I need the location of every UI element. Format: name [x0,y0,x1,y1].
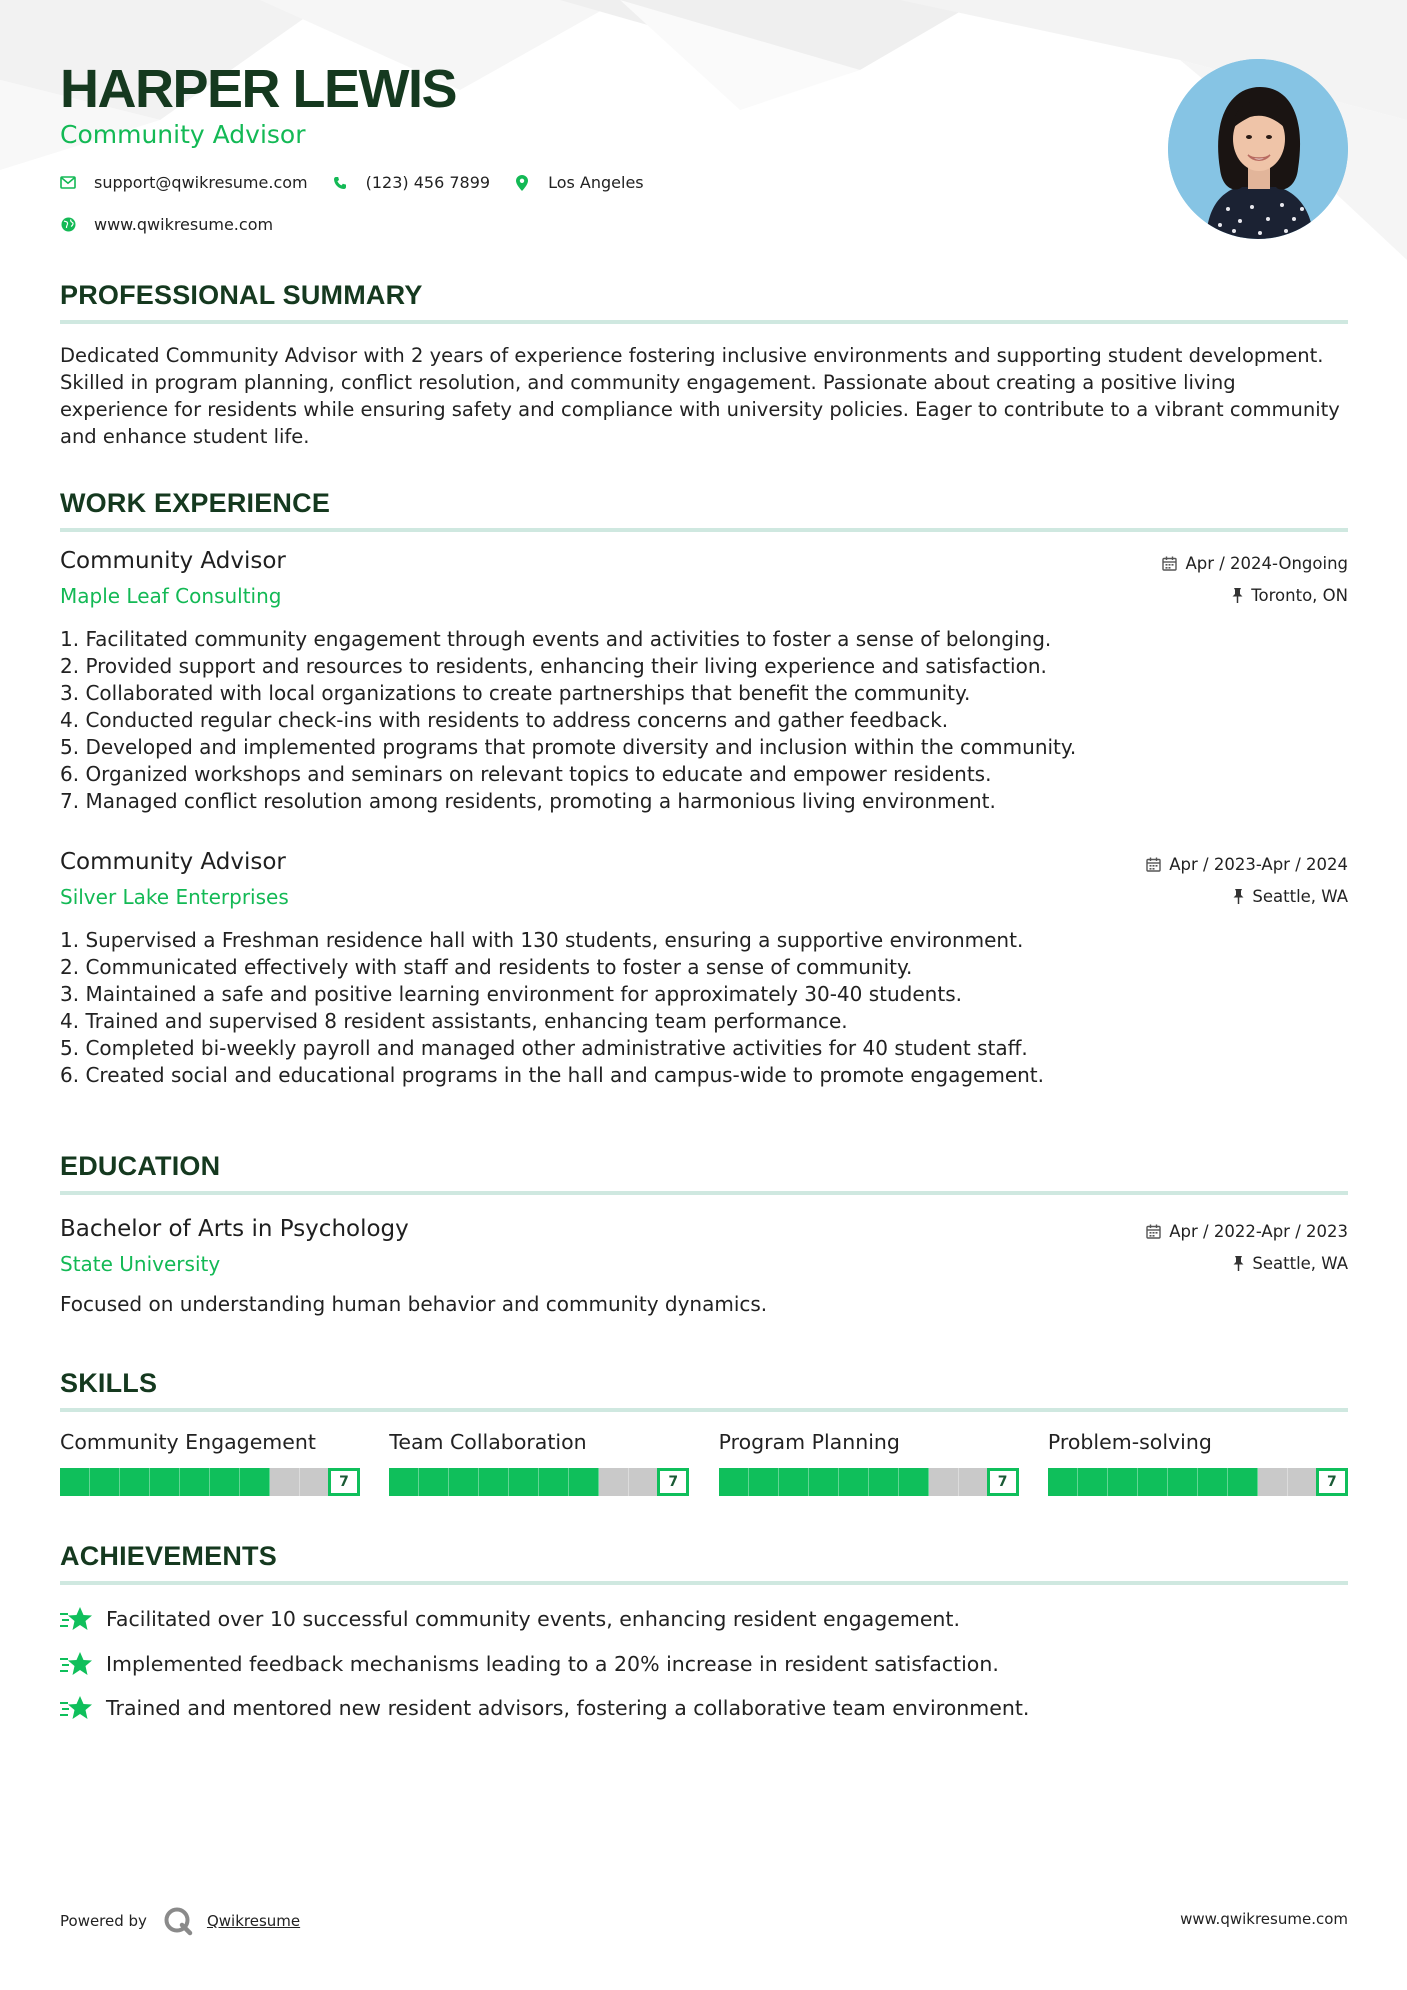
job-role: Community Advisor [60,548,286,574]
calendar-icon [1146,1224,1161,1239]
skill-level-bar [389,1468,689,1496]
star-icon [60,1650,94,1678]
skill-segment-filled [419,1468,449,1496]
skill-segment-filled [869,1468,899,1496]
skill-segment-filled [180,1468,210,1496]
job-location-text: Seattle, WA [1252,887,1348,906]
job-date-text: Apr / 2023-Apr / 2024 [1169,855,1348,874]
degree-name: Bachelor of Arts in Psychology [60,1216,409,1242]
job-entry [60,548,1348,828]
skill-level-value: 7 [657,1468,689,1496]
job-bullet: 4. Trained and supervised 8 resident assistants, enhancing team performance. [60,1009,848,1033]
skill-segment-empty [929,1468,959,1496]
skill-name: Team Collaboration [389,1430,587,1454]
skill-segment-filled [1198,1468,1228,1496]
skill-segment-filled [120,1468,150,1496]
skill-segment-filled [240,1468,270,1496]
summary-text: Dedicated Community Advisor with 2 years of experience fostering inclusive environments and supporting student development. Skilled in program planning, conflict resolution, and community engagement. Passionate about creating a positive living experience for residents while ensuring safety and compliance with university policies. Eager to contribute to a vibrant community and enhance student life. [60,344,1340,448]
skill-segment-filled [1048,1468,1078,1496]
phone-text[interactable]: (123) 456 7899 [365,173,491,192]
job-bullet: 1. Facilitated community engagement through events and activities to foster a sense of belonging. [60,627,1052,651]
job-company: Silver Lake Enterprises [60,885,289,909]
education-heading: EDUCATION [60,1151,221,1181]
education-location-text: Seattle, WA [1252,1254,1348,1273]
job-company: Maple Leaf Consulting [60,584,282,608]
phone-icon [332,175,348,191]
experience-heading: WORK EXPERIENCE [60,488,331,518]
skill-segment-empty [959,1468,989,1496]
job-bullets [60,927,1044,1089]
skill-segment-filled [150,1468,180,1496]
education-entry [60,1216,1348,1326]
skill-segment-filled [899,1468,929,1496]
education-date-text: Apr / 2022-Apr / 2023 [1169,1222,1348,1241]
job-bullet: 5. Completed bi-weekly payroll and managed other administrative activities for 40 student staff. [60,1036,1028,1060]
skill-level-value: 7 [1316,1468,1348,1496]
candidate-name: HARPER LEWIS [60,59,457,119]
skill-segment-filled [809,1468,839,1496]
job-bullet: 6. Organized workshops and seminars on relevant topics to educate and empower residents. [60,762,992,786]
skill-segment-filled [569,1468,599,1496]
job-bullet: 7. Managed conflict resolution among residents, promoting a harmonious living environment. [60,789,996,813]
qwikresume-logo-icon [163,1906,193,1936]
skill-name: Problem-solving [1047,1430,1212,1454]
profile-photo [1168,59,1348,239]
achievements-heading: ACHIEVEMENTS [60,1541,277,1571]
skill-name: Program Planning [718,1430,900,1454]
job-bullet: 4. Conducted regular check-ins with residents to address concerns and gather feedback. [60,708,949,732]
envelope-icon [60,175,76,191]
star-icon [60,1605,94,1633]
skill-name: Community Engagement [60,1430,316,1454]
skill-segment-filled [389,1468,419,1496]
website-link[interactable]: www.qwikresume.com [94,215,274,234]
education-description: Focused on understanding human behavior and community dynamics. [60,1292,768,1316]
location-text: Los Angeles [548,173,644,192]
skill-segment-filled [509,1468,539,1496]
powered-by-label: Powered by [60,1912,147,1930]
resume-page [60,0,1348,1990]
skill-segment-empty [599,1468,629,1496]
achievements-section [60,1541,1348,1585]
skill-segment-filled [1108,1468,1138,1496]
job-date [1162,554,1348,573]
job-date [1146,855,1348,874]
section-divider [60,1408,1348,1412]
map-pin-icon [514,175,530,191]
skill-segment-filled [1078,1468,1108,1496]
skill-segment-filled [60,1468,90,1496]
email-item[interactable] [60,173,308,192]
skill-item [60,1430,360,1496]
education-section [60,1151,1348,1195]
job-location [1232,586,1348,605]
skill-segment-empty [1288,1468,1318,1496]
pushpin-icon [1233,1256,1244,1271]
section-divider [60,1581,1348,1585]
section-divider [60,320,1348,324]
summary-section [60,280,1348,450]
skills-heading: SKILLS [60,1368,158,1398]
pushpin-icon [1233,889,1244,904]
job-bullet: 5. Developed and implemented programs that promote diversity and inclusion within the community. [60,735,1077,759]
phone-item[interactable] [332,173,490,192]
skill-item [719,1430,1019,1496]
skill-segment-filled [479,1468,509,1496]
job-location-text: Toronto, ON [1251,586,1348,605]
section-divider [60,1191,1348,1195]
skill-segment-filled [779,1468,809,1496]
website-item[interactable] [60,215,273,234]
job-entry [60,849,1348,1099]
skill-segment-filled [1168,1468,1198,1496]
job-date-text: Apr / 2024-Ongoing [1185,554,1348,573]
skill-segment-filled [539,1468,569,1496]
pushpin-icon [1232,588,1243,603]
skill-segment-filled [90,1468,120,1496]
candidate-title: Community Advisor [60,120,306,149]
skill-level-value: 7 [987,1468,1019,1496]
skill-level-bar [719,1468,1019,1496]
qwikresume-link[interactable]: Qwikresume [206,1912,301,1930]
achievement-text: Trained and mentored new resident advisors, fostering a collaborative team environment. [106,1696,1030,1721]
skill-segment-filled [749,1468,779,1496]
job-bullet: 1. Supervised a Freshman residence hall with 130 students, ensuring a supportive environment. [60,928,1024,952]
location-item [514,173,644,192]
contact-row [60,173,668,192]
job-bullet: 2. Provided support and resources to residents, enhancing their living experience and satisfaction. [60,654,1047,678]
skills-section [60,1368,1348,1412]
section-divider [60,528,1348,532]
skill-segment-filled [839,1468,869,1496]
school-name: State University [60,1252,221,1276]
skill-segment-empty [629,1468,659,1496]
skill-segment-filled [449,1468,479,1496]
star-icon [60,1694,94,1722]
skill-segment-empty [1258,1468,1288,1496]
job-bullet: 3. Collaborated with local organizations to create partnerships that benefit the community. [60,681,971,705]
skill-level-bar [1048,1468,1348,1496]
skill-level-bar [60,1468,360,1496]
job-bullets [60,626,1076,815]
calendar-icon [1146,857,1161,872]
skill-segment-filled [210,1468,240,1496]
achievement-item [60,1686,1029,1731]
job-bullet: 2. Communicated effectively with staff and residents to foster a sense of community. [60,955,913,979]
footer-website[interactable]: www.qwikresume.com [1180,1910,1348,1928]
skill-item [1048,1430,1348,1496]
job-bullet: 3. Maintained a safe and positive learning environment for approximately 30-40 students. [60,982,962,1006]
education-location [1233,1254,1348,1273]
summary-heading: PROFESSIONAL SUMMARY [60,280,423,310]
skill-segment-filled [1228,1468,1258,1496]
skill-segment-filled [1138,1468,1168,1496]
website-row [60,215,297,234]
job-bullet: 6. Created social and educational programs in the hall and campus-wide to promote engagement. [60,1063,1045,1087]
skill-segment-empty [300,1468,330,1496]
skill-level-value: 7 [328,1468,360,1496]
achievement-text: Facilitated over 10 successful community events, enhancing resident engagement. [106,1607,960,1632]
skills-list [60,1430,1348,1496]
calendar-icon [1162,556,1177,571]
skill-segment-empty [270,1468,300,1496]
education-date [1146,1222,1348,1241]
achievement-item [60,1597,1029,1642]
skill-segment-filled [719,1468,749,1496]
achievement-item [60,1642,1029,1687]
job-role: Community Advisor [60,849,286,875]
achievements-list [60,1597,1029,1731]
globe-icon [60,217,76,233]
powered-by [60,1906,300,1936]
experience-section [60,488,1348,532]
achievement-text: Implemented feedback mechanisms leading to a 20% increase in resident satisfaction. [106,1651,999,1676]
skill-item [389,1430,689,1496]
job-location [1233,887,1348,906]
page-footer [60,1898,1348,1938]
email-text[interactable]: support@qwikresume.com [94,173,308,192]
